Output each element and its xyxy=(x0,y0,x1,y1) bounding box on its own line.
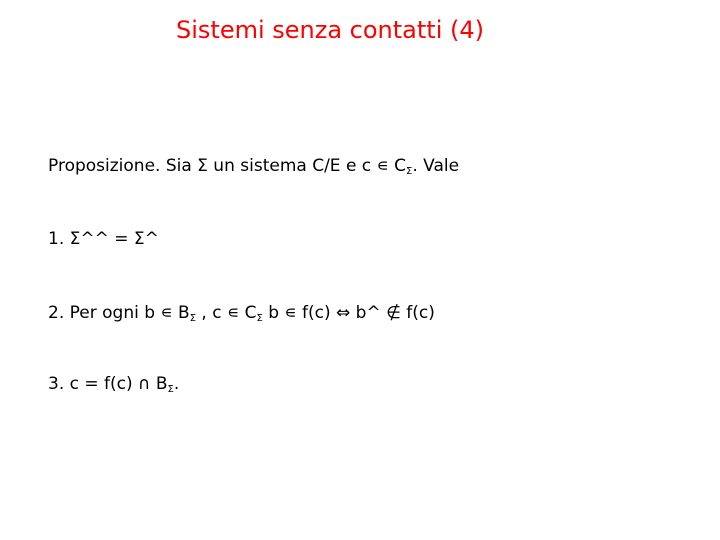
item-3-part1: 3. c = f(c) ∩ B xyxy=(48,374,168,394)
slide-title: Sistemi senza contatti (4) xyxy=(176,16,484,44)
item-2-part3: b ∊ f(c) ⇔ b^ ∉ f(c) xyxy=(262,303,435,323)
item-3-subscript: Σ xyxy=(167,384,174,395)
proposition-lead: Proposizione. Sia Σ un sistema C/E e c ∊ C xyxy=(48,156,407,176)
item-2-part2: , c ∊ C xyxy=(196,303,257,323)
item-3-part2: . xyxy=(173,374,180,394)
item-2-part1: 2. Per ogni b ∊ B xyxy=(48,303,190,323)
proposition-tail: . Vale xyxy=(412,156,460,176)
proposition-subscript: Σ xyxy=(406,166,413,177)
item-2-subscript-1: Σ xyxy=(189,313,197,324)
item-2-subscript-2: Σ xyxy=(256,313,263,324)
item-1 xyxy=(48,228,159,250)
proposition-line xyxy=(48,155,459,183)
item-1-text: 1. Σ^^ = Σ^ xyxy=(48,229,159,249)
item-2 xyxy=(48,302,435,330)
item-3 xyxy=(48,373,179,401)
